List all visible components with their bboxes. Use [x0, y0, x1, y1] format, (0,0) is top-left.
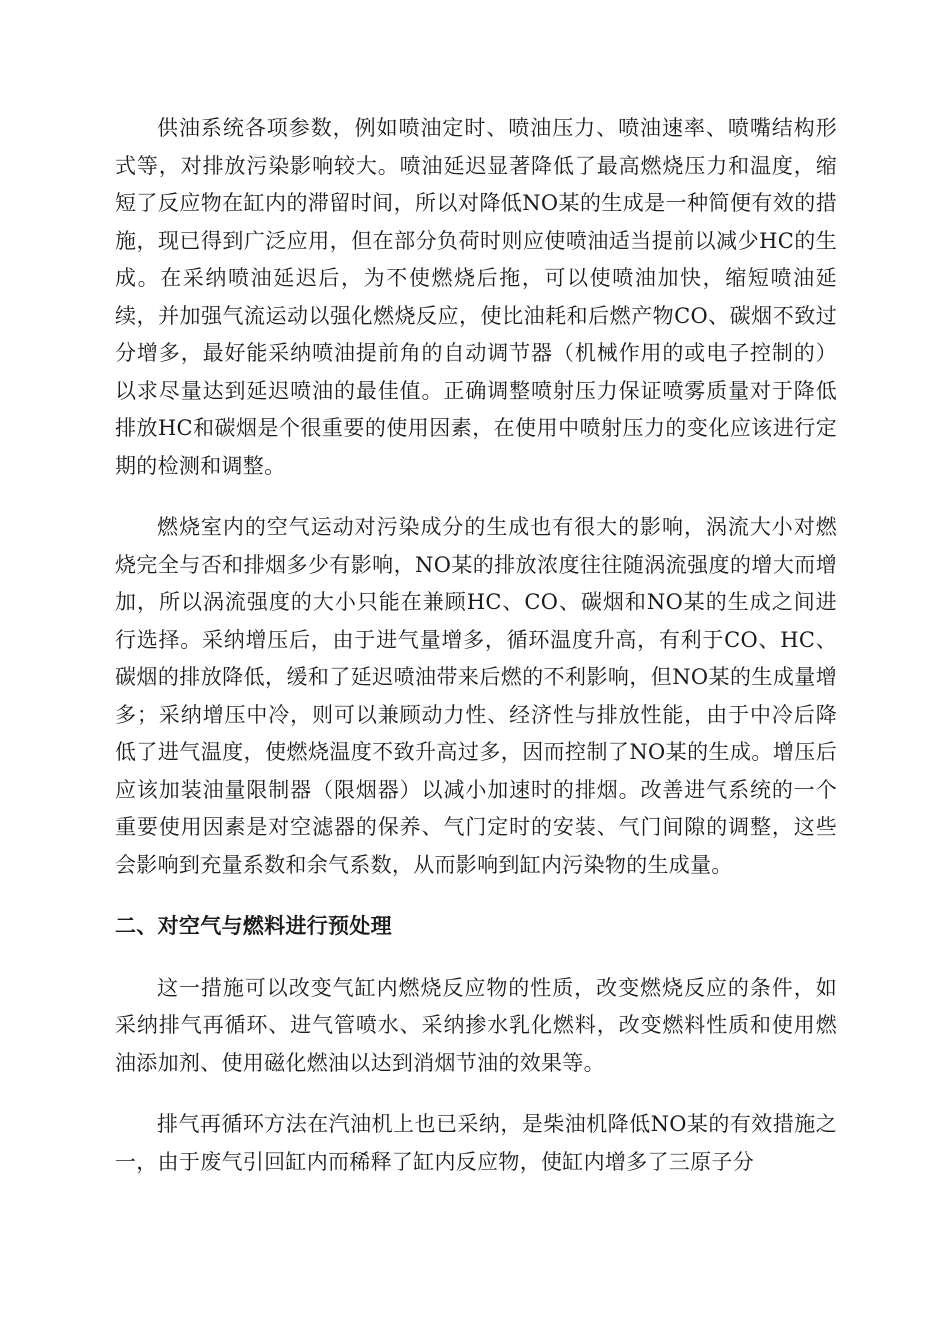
- paragraph-air-motion: 燃烧室内的空气运动对污染成分的生成也有很大的影响，涡流大小对燃烧完全与否和排烟多少有影响，NO某的排放浓度往往随涡流强度的增大而增加，所以涡流强度的大小只能在兼顾HC、CO、碳烟和NO某的生成之间进行选择。采纳增压后，由于进气量增多，循环温度升高，有利于CO、HC、碳烟的排放降低，缓和了延迟喷油带来后燃的不利影响，但NO某的生成量增多；采纳增压中冷，则可以兼顾动力性、经济性与排放性能，由于中冷后降低了进气温度，使燃烧温度不致升高过多，因而控制了NO某的生成。增压后应该加装油量限制器（限烟器）以减小加速时的排烟。改善进气系统的一个重要使用因素是对空滤器的保养、气门定时的安装、气门间隙的调整，这些会影响到充量系数和余气系数，从而影响到缸内污染物的生成量。: [115, 515, 837, 877]
- paragraph-fuel-system: 供油系统各项参数，例如喷油定时、喷油压力、喷油速率、喷嘴结构形式等，对排放污染影响较大。喷油延迟显著降低了最高燃烧压力和温度，缩短了反应物在缸内的滞留时间，所以对降低NO某的生成是一种简便有效的措施，现已得到广泛应用，但在部分负荷时则应使喷油适当提前以减少HC的生成。在采纳喷油延迟后，为不使燃烧后拖，可以使喷油加快，缩短喷油延续，并加强气流运动以强化燃烧反应，使比油耗和后燃产物CO、碳烟不致过分增多，最好能采纳喷油提前角的自动调节器（机械作用的或电子控制的）以求尽量达到延迟喷油的最佳值。正确调整喷射压力保证喷雾质量对于降低排放HC和碳烟是个很重要的使用因素，在使用中喷射压力的变化应该进行定期的检测和调整。: [115, 116, 837, 478]
- paragraph-egr: 排气再循环方法在汽油机上也已采纳，是柴油机降低NO某的有效措施之一，由于废气引回缸内而稀释了缸内反应物，使缸内增多了三原子分: [115, 1112, 837, 1174]
- document-body: [115, 110, 837, 1181]
- section-heading: 二、对空气与燃料进行预处理: [115, 914, 392, 938]
- paragraph-pretreatment: 这一措施可以改变气缸内燃烧反应物的性质，改变燃烧反应的条件，如采纳排气再循环、进气管喷水、采纳掺水乳化燃料，改变燃料性质和使用燃油添加剂、使用磁化燃油以达到消烟节油的效果等。: [115, 975, 837, 1075]
